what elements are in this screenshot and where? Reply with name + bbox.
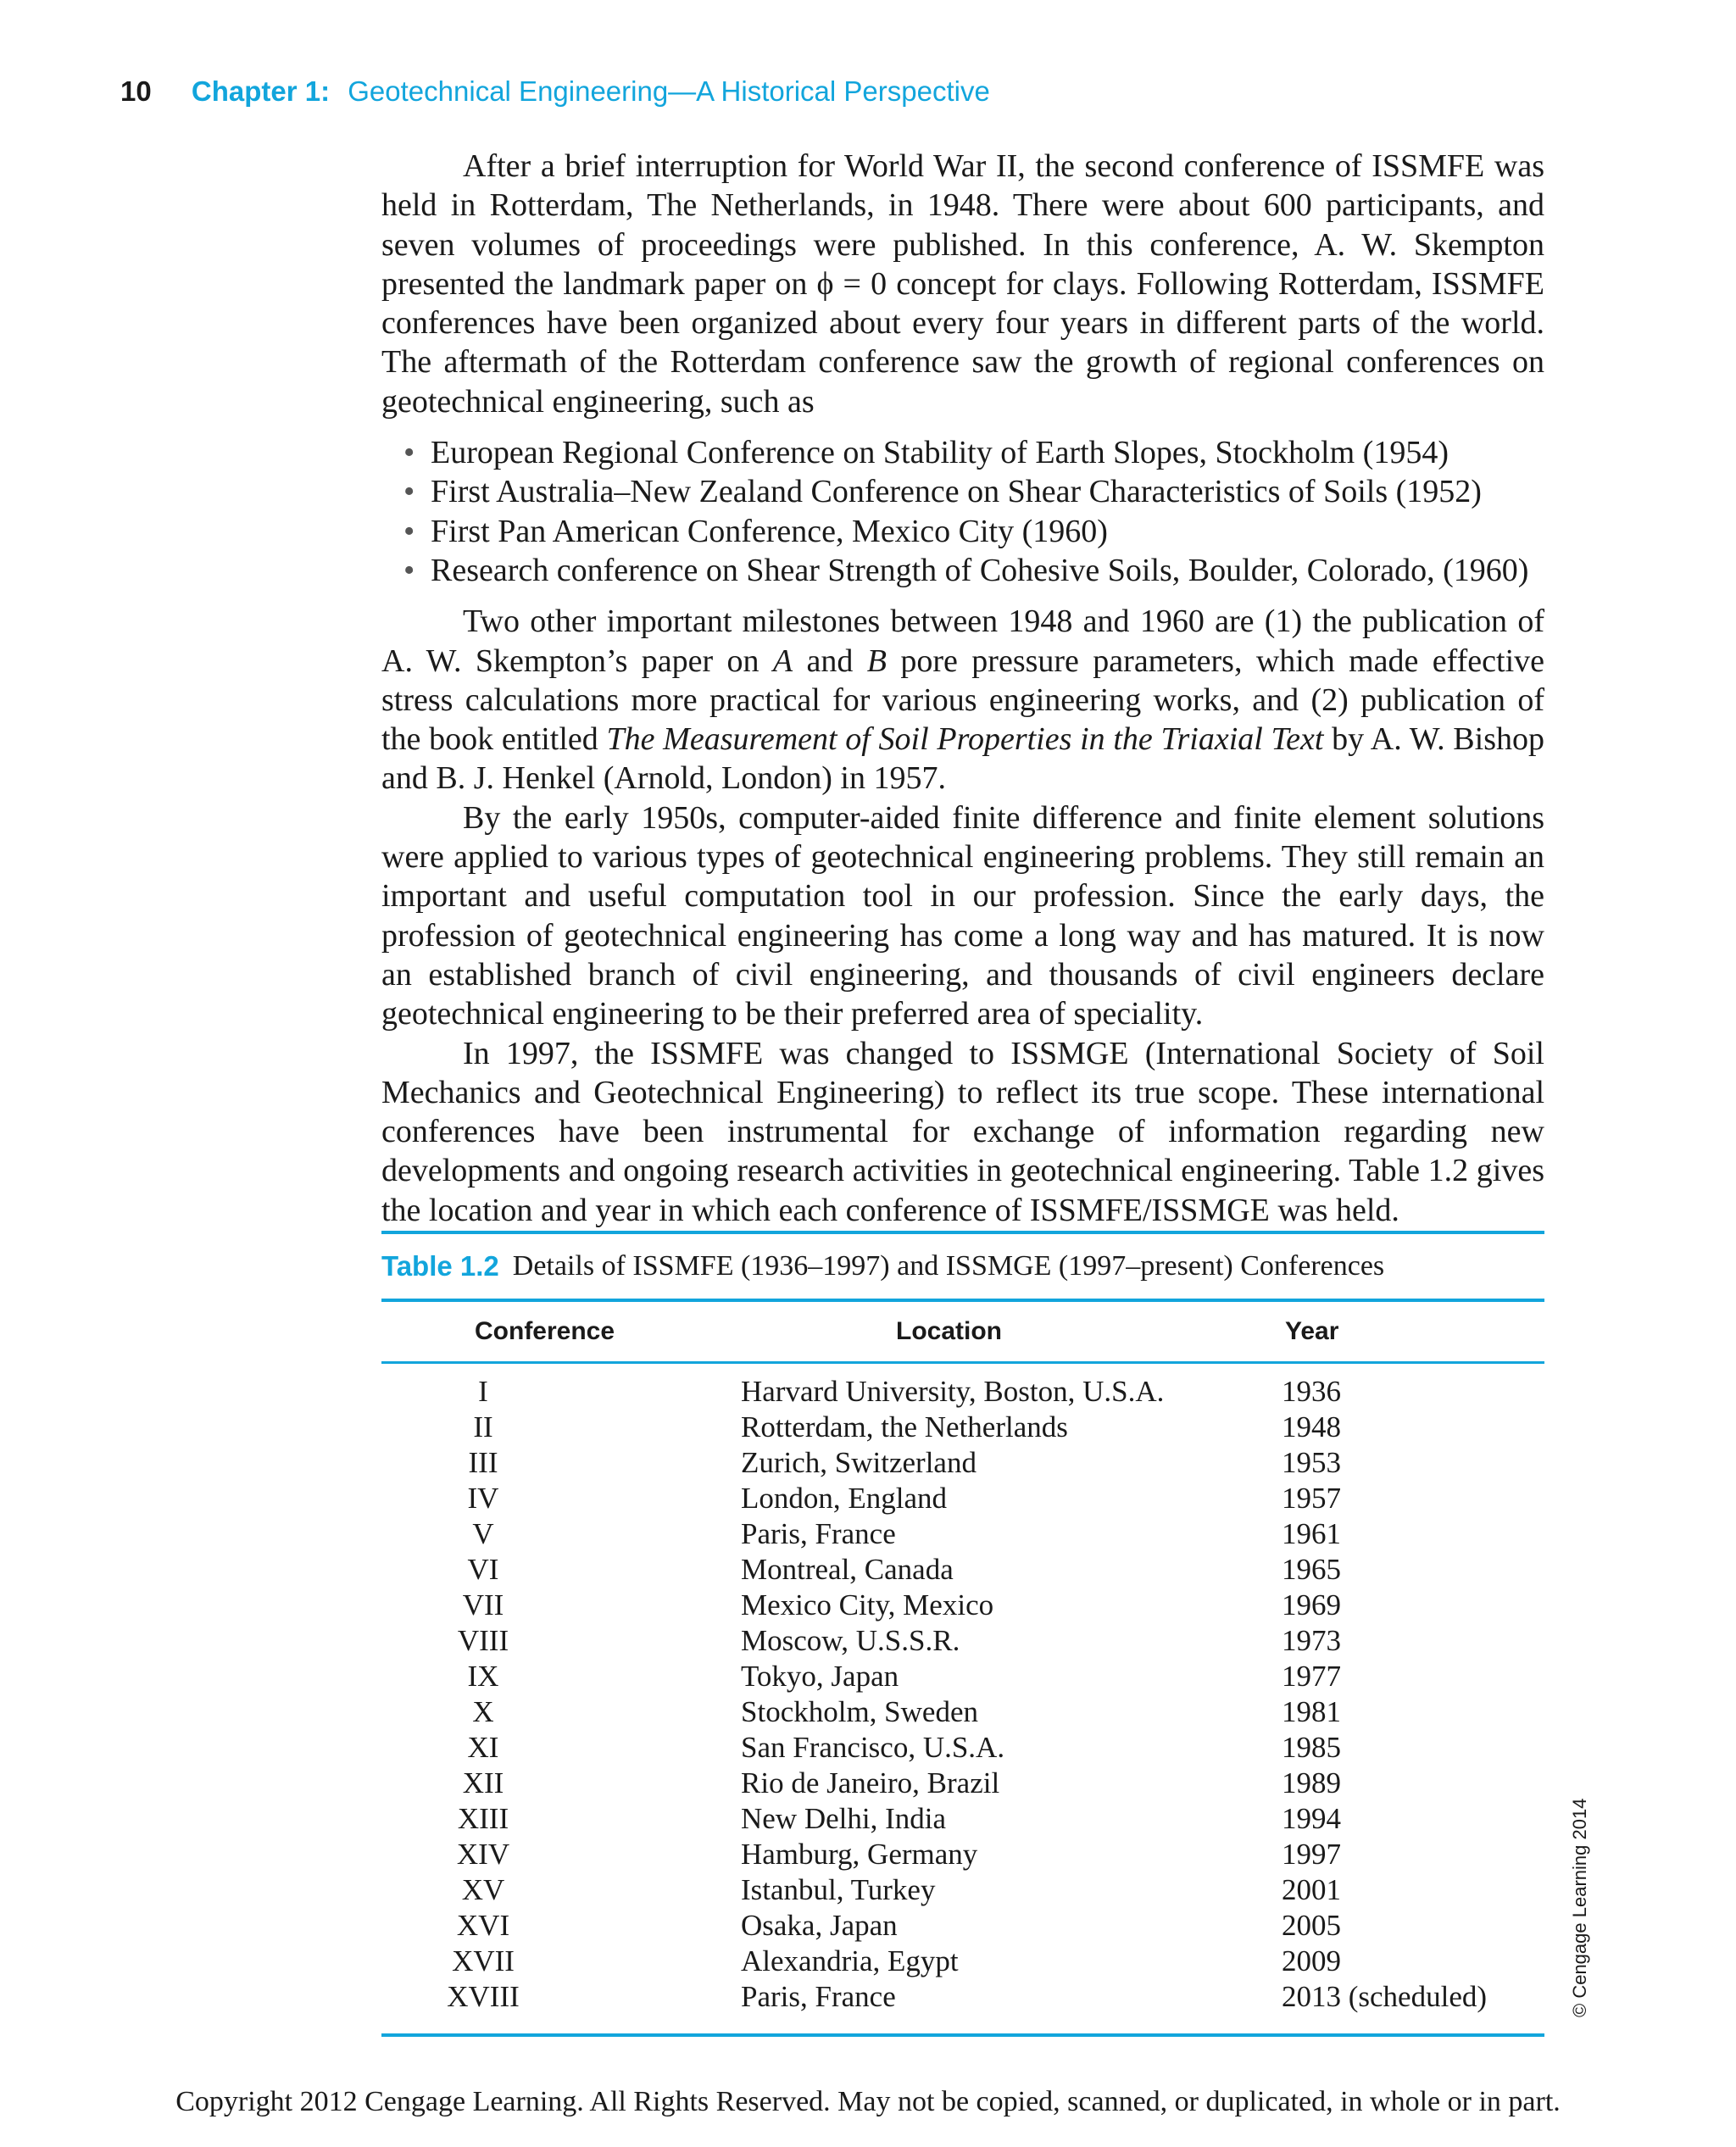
table-row [381, 1445, 1544, 1481]
table-caption-text: Details of ISSMFE (1936–1997) and ISSMGE (1997–present) Conferences [512, 1250, 1385, 1282]
side-credit: © Cengage Learning 2014 [1569, 1798, 1590, 2017]
paragraph-2 [381, 602, 1544, 798]
chapter-title: Geotechnical Engineering—A Historical Perspective [348, 75, 990, 107]
cell-conference: V [472, 1517, 494, 1550]
paragraph-3: By the early 1950s, computer-aided finite difference and finite element solutions were applied to various types of geotechnical engineering problems. They still remain an important and useful computation tool in our profession. Since the early days, the profession of geotechnical engineering has come a long way and has matured. It is now an established branch of civil engineering, and thousands of civil engineers declare geotechnical engineering to be their preferred area of speciality. [381, 799, 1544, 1032]
cell-location: Tokyo, Japan [741, 1660, 899, 1693]
cell-location: Paris, France [741, 1517, 896, 1550]
bullet-text: First Australia–New Zealand Conference on Shear Characteristics of Soils (1952) [431, 474, 1482, 510]
bullet-text: Research conference on Shear Strength of Cohesive Soils, Boulder, Colorado, (1960) [431, 552, 1529, 588]
bullet-item [381, 512, 1544, 551]
cell-location: Mexico City, Mexico [741, 1588, 994, 1621]
p2-book-title: The Measurement of Soil Properties in the Triaxial Text [606, 721, 1324, 758]
conference-bullet-list [381, 433, 1544, 590]
page-number: 10 [120, 75, 152, 107]
cell-year: 1948 [1282, 1410, 1341, 1443]
table-row [381, 1944, 1544, 1979]
cell-location: Rotterdam, the Netherlands [741, 1410, 1068, 1443]
table-caption [381, 1234, 1544, 1299]
cell-conference: IV [467, 1482, 499, 1515]
cell-location: Zurich, Switzerland [741, 1446, 976, 1479]
table-row [381, 1374, 1544, 1410]
table-row [381, 1872, 1544, 1908]
cell-conference: X [472, 1695, 494, 1728]
cell-conference: XIV [456, 1838, 510, 1871]
table-row [381, 1801, 1544, 1837]
table-row [381, 1410, 1544, 1445]
cell-conference: VIII [457, 1624, 509, 1657]
cell-year: 1989 [1282, 1766, 1341, 1799]
bullet-item [381, 551, 1544, 590]
cell-year: 2013 (scheduled) [1282, 1980, 1488, 2013]
cell-conference: XII [462, 1766, 504, 1799]
cell-location: Osaka, Japan [741, 1909, 898, 1942]
cell-year: 1994 [1282, 1802, 1341, 1835]
cell-location: Harvard University, Boston, U.S.A. [741, 1375, 1165, 1408]
cell-year: 1957 [1282, 1482, 1341, 1515]
p2-text-b: pore pressure parameters, which made effective stress calculations more practical for various engineering works, and (2) publication of the book entitled [381, 642, 1544, 758]
bullet-text: European Regional Conference on Stability of Earth Slopes, Stockholm (1954) [431, 435, 1449, 471]
p2-param-a: A [772, 642, 793, 679]
paragraph-4: In 1997, the ISSMFE was changed to ISSMGE (International Society of Soil Mechanics and Geotechnical Engineering) to reflect its true scope. These international conferences have been instrumental for exchange of information regarding new developments and ongoing research activities in geotechnical engineering. Table 1.2 gives the location and year in which each conference of ISSMFE/ISSMGE was held. [381, 1035, 1544, 1228]
table-row [381, 1552, 1544, 1588]
cell-conference: XVI [456, 1909, 510, 1942]
cell-year: 1997 [1282, 1838, 1341, 1871]
conference-table [381, 1231, 1544, 2037]
cell-year: 2009 [1282, 1944, 1341, 1977]
cell-conference: IX [467, 1660, 499, 1693]
header-location: Location [896, 1317, 1002, 1345]
cell-year: 1965 [1282, 1553, 1341, 1586]
p2-param-b: B [866, 642, 887, 679]
table-row [381, 1623, 1544, 1659]
cell-year: 1936 [1282, 1375, 1341, 1408]
cell-location: London, England [741, 1482, 948, 1515]
copyright-footer: Copyright 2012 Cengage Learning. All Rights Reserved. May not be copied, scanned, or duplicated, in whole or in part. [175, 2086, 1561, 2117]
cell-year: 1985 [1282, 1731, 1341, 1764]
cell-location: Istanbul, Turkey [741, 1873, 936, 1906]
cell-year: 1973 [1282, 1624, 1341, 1657]
bullet-item [381, 433, 1544, 472]
bullet-icon: • [403, 552, 415, 588]
cell-conference: III [468, 1446, 498, 1479]
table-header-row [381, 1302, 1544, 1361]
cell-year: 1969 [1282, 1588, 1341, 1621]
p2-and: and [793, 642, 867, 679]
cell-year: 1953 [1282, 1446, 1341, 1479]
cell-location: Paris, France [741, 1980, 896, 2013]
p2-text-c: by A. W. Bishop and B. J. Henkel (Arnold, London) in 1957. [381, 721, 1544, 797]
header-conference: Conference [475, 1317, 615, 1345]
header-year: Year [1285, 1317, 1339, 1345]
chapter-label: Chapter 1: [191, 75, 331, 107]
table-row [381, 1730, 1544, 1766]
table-body [381, 1364, 1544, 2033]
body-text [381, 147, 1544, 1230]
running-head [120, 73, 990, 110]
cell-location: Moscow, U.S.S.R. [741, 1624, 960, 1657]
cell-conference: VI [467, 1553, 499, 1586]
table-row [381, 1588, 1544, 1623]
bullet-icon: • [403, 474, 415, 510]
cell-conference: VII [462, 1588, 504, 1621]
table-row [381, 1979, 1544, 2015]
bullet-item [381, 472, 1544, 511]
cell-location: Montreal, Canada [741, 1553, 954, 1586]
table-bottom-rule [381, 2033, 1544, 2037]
bullet-text: First Pan American Conference, Mexico City (1960) [431, 513, 1108, 549]
cell-conference: XVII [452, 1944, 515, 1977]
table-row [381, 1837, 1544, 1872]
p2-text-a: Two other important milestones between 1948 and 1960 are (1) the publication of A. W. Skempton’s paper on [381, 603, 1544, 679]
bullet-icon: • [403, 513, 415, 549]
table-row [381, 1659, 1544, 1694]
table-row [381, 1481, 1544, 1516]
cell-conference: XV [461, 1873, 505, 1906]
table-row [381, 1516, 1544, 1552]
cell-year: 1977 [1282, 1660, 1341, 1693]
cell-location: Rio de Janeiro, Brazil [741, 1766, 1000, 1799]
cell-conference: XVIII [447, 1980, 520, 2013]
cell-location: Alexandria, Egypt [741, 1944, 959, 1977]
cell-year: 2005 [1282, 1909, 1341, 1942]
table-row [381, 1694, 1544, 1730]
cell-conference: I [478, 1375, 488, 1408]
cell-location: Stockholm, Sweden [741, 1695, 978, 1728]
cell-location: San Francisco, U.S.A. [741, 1731, 1005, 1764]
table-label: Table 1.2 [381, 1250, 499, 1282]
cell-location: Hamburg, Germany [741, 1838, 978, 1871]
cell-year: 1961 [1282, 1517, 1341, 1550]
table-row [381, 1908, 1544, 1944]
bullet-icon: • [403, 435, 415, 471]
cell-conference: II [473, 1410, 493, 1443]
paragraph-1: After a brief interruption for World War II, the second conference of ISSMFE was held in Rotterdam, The Netherlands, in 1948. There were about 600 participants, and seven volumes of proceedings were published. In this conference, A. W. Skempton presented the landmark paper on ϕ = 0 concept for clays. Following Rotterdam, ISSMFE conferences have been organized about every four years in different parts of the world. The aftermath of the Rotterdam conference saw the growth of regional conferences on geotechnical engineering, such as [381, 148, 1544, 420]
cell-conference: XIII [457, 1802, 509, 1835]
cell-year: 2001 [1282, 1873, 1341, 1906]
cell-location: New Delhi, India [741, 1802, 947, 1835]
table-row [381, 1766, 1544, 1801]
cell-conference: XI [467, 1731, 499, 1764]
cell-year: 1981 [1282, 1695, 1341, 1728]
